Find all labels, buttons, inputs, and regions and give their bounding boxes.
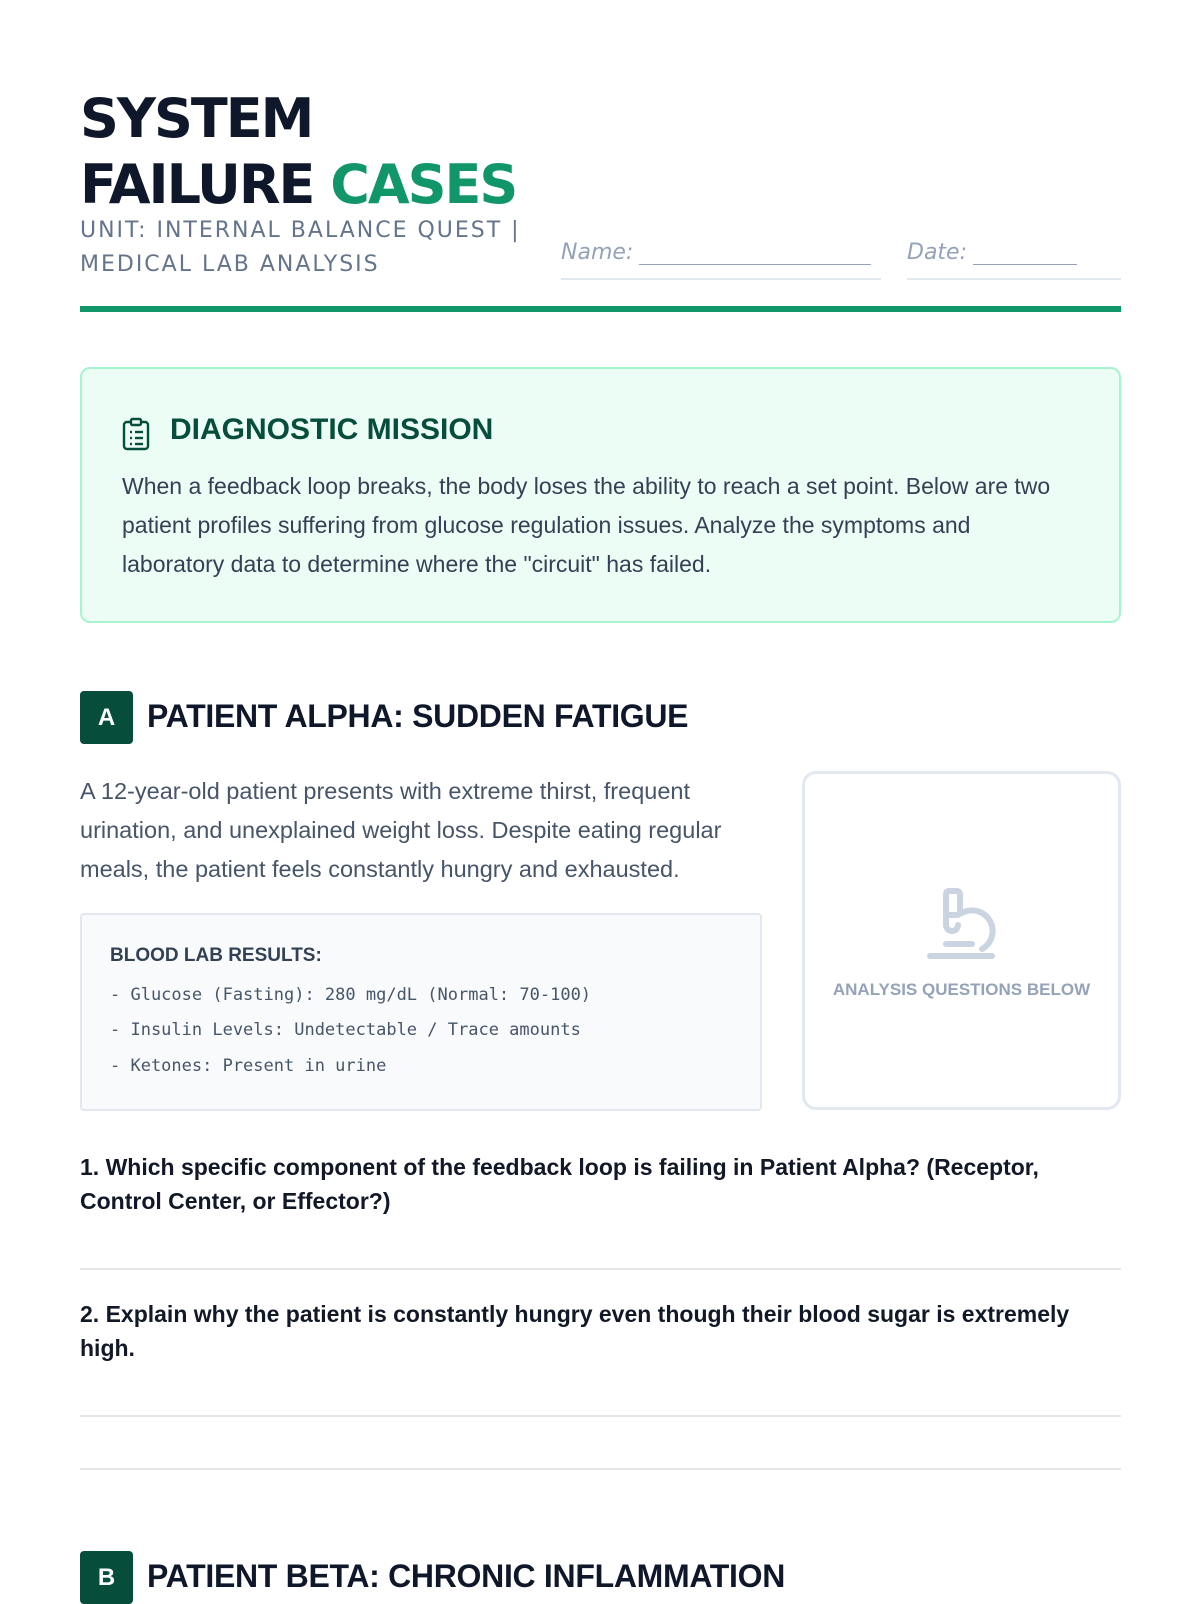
- answer-line-1[interactable]: [80, 1268, 1121, 1270]
- mission-title: DIAGNOSTIC MISSION: [170, 413, 494, 446]
- clipboard-icon: [122, 417, 150, 451]
- question-1: 1. Which specific component of the feedback loop is failing in Patient Alpha? (Receptor, Control Center, or Effector?): [80, 1154, 1039, 1214]
- name-label: Name:: [561, 240, 634, 265]
- section-badge-a: A: [80, 691, 133, 744]
- analysis-placeholder: [802, 771, 1121, 1110]
- microscope-icon: [926, 886, 998, 962]
- date-blank[interactable]: [973, 238, 1077, 265]
- header-divider: [80, 306, 1121, 312]
- question-2: 2. Explain why the patient is constantly hungry even though their blood sugar is extremely high.: [80, 1301, 1070, 1361]
- title-line-1: SYSTEM: [80, 87, 313, 150]
- diagnostic-mission-box: [80, 367, 1121, 623]
- blood-lab-results: [80, 913, 762, 1111]
- lab-result-glucose: - Glucose (Fasting): 280 mg/dL (Normal: 70-100): [110, 985, 592, 1005]
- name-blank[interactable]: [639, 238, 871, 265]
- page-title: [80, 86, 516, 218]
- lab-result-insulin: - Insulin Levels: Undetectable / Trace amounts: [110, 1020, 581, 1040]
- lab-results-title: BLOOD LAB RESULTS:: [110, 945, 322, 966]
- title-accent: CASES: [330, 153, 517, 216]
- mission-text: When a feedback loop breaks, the body loses the ability to reach a set point. Below are two patient profiles suffering from glucose regulation issues. Analyze the symptoms and laboratory data to determine where the "circuit" has failed.: [122, 473, 1051, 577]
- case-description-alpha: A 12-year-old patient presents with extreme thirst, frequent urination, and unexplained weight loss. Despite eating regular meals, the patient feels constantly hungry and exhausted.: [80, 778, 722, 882]
- section-title-beta: PATIENT BETA: CHRONIC INFLAMMATION: [147, 1558, 786, 1594]
- name-field[interactable]: [561, 238, 881, 280]
- section-title-alpha: PATIENT ALPHA: SUDDEN FATIGUE: [147, 698, 689, 734]
- answer-line-2a[interactable]: [80, 1415, 1121, 1417]
- analysis-label: ANALYSIS QUESTIONS BELOW: [832, 980, 1091, 999]
- section-badge-b: B: [80, 1551, 133, 1604]
- answer-line-2b[interactable]: [80, 1468, 1121, 1470]
- date-label: Date:: [907, 240, 967, 265]
- date-field[interactable]: [907, 238, 1121, 280]
- unit-subtitle: UNIT: INTERNAL BALANCE QUEST | MEDICAL LAB ANALYSIS: [80, 218, 521, 277]
- title-line-2: FAILURE: [80, 153, 314, 216]
- lab-result-ketones: - Ketones: Present in urine: [110, 1056, 387, 1076]
